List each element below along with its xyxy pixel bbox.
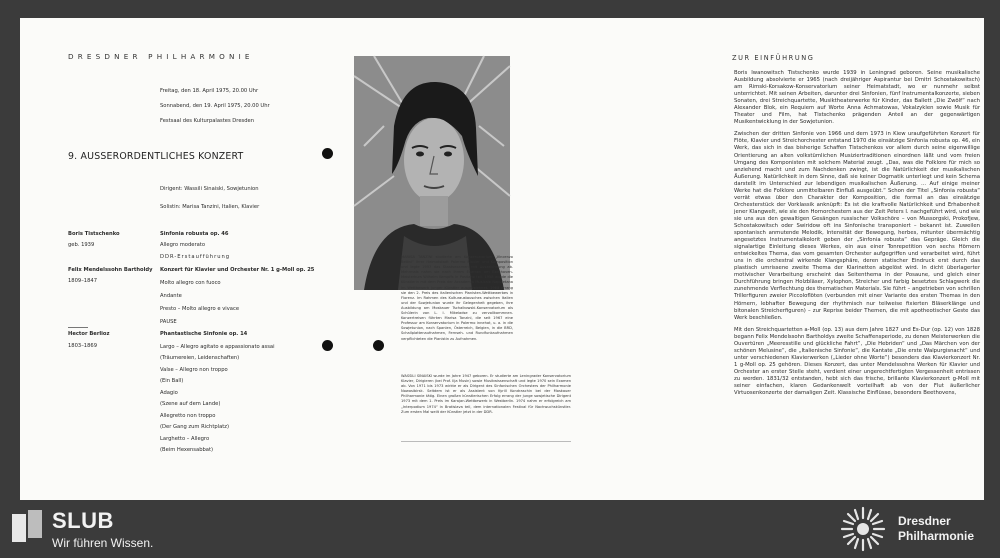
divider <box>68 327 88 328</box>
soloist: Solistin: Marisa Tanzini, Italien, Klavier <box>160 204 260 210</box>
intro-text <box>734 70 980 490</box>
work1-note: DDR-Erstaufführung <box>160 254 231 260</box>
venue: Festsaal des Kulturpalastes Dresden <box>160 118 254 124</box>
work1-title: Sinfonia robusta op. 46 <box>160 231 229 237</box>
intro-heading: ZUR EINFÜHRUNG <box>732 54 815 62</box>
composer1-dates: geb. 1939 <box>68 242 95 248</box>
work3-movement: Valse – Allegro non troppo <box>160 367 228 373</box>
punch-hole <box>322 148 333 159</box>
composer1-name: Boris Tistschenko <box>68 231 120 237</box>
sinaiski-bio: WASSILI SINAISKI wurde im Jahre 1947 geboren. Er studierte am Leningrader Konservatorium Klavier, Dirigieren (bei Prof. Ilja Musin) sowie Musikwissenschaft und legte 1970 sein Examen ab. Von 1971 bis 1973 wirkte er als Dirigent des Sinfonischen Orchesters der Philharmonie Nowosibirsk. Seitdem ist er als Assistent von Kyrill Kondraschin bei der Moskauer Philharmonie tätig. Einen großen künstlerischen Erfolg errang der junge sowjetische Dirigent 1973 mit dem 1. Preis im Karajan-Wettbewerb in Westberlin. 1974 nahm er erfolgreich am „Interpodium 1974“ in Bratislava teil, dem internationalen Festival für Nachwuchskünstler. Zum ersten Mal weilt der Künstler jetzt in der DDR. <box>401 374 571 414</box>
punch-hole <box>322 340 333 351</box>
work3-movement: Largo – Allegro agitato e appassionato assai <box>160 344 275 350</box>
work3-movement: (Träumereien, Leidenschaften) <box>160 355 240 361</box>
work3-movement: Adagio <box>160 390 178 396</box>
intro-paragraph-1: Boris Iwanowitsch Tistschenko wurde 1939 in Leningrad geboren. Seine musikalische Ausbildung absolvierte er 1965 (nach dreijähriger Aspirantur bei Dmitri Schostakowitsch) am Rimski-Korsakow-Konservatorium seiner Heimatstadt, wo er nunmehr selbst unterrichtet. Mit seinen Arbeiten, darunter drei Sinfonien, fünf Instrumentalkonzerte, sieben Sonaten, drei Streichquartette, Musiktheaterwerke für Kinder, das Ballett „Die Zwölf“ nach Alexander Blok, ein Requiem auf Worte Anna Achmatowas, Vokalzyklen sowie Musik für Theater und Film, hat Tistschenko prägenden Anteil an der gegenwärtigen Musikentwicklung in der Sowjetunion. <box>734 70 980 126</box>
pause-label: PAUSE <box>160 319 177 325</box>
intro-paragraph-3: Mit den Streichquartetten a-Moll (op. 13) aus dem Jahre 1827 und Es-Dur (op. 12) von 1828 begann Felix Mendelssohn Bartholdys zweite Schaffensperiode, zu denen Meisterwerken die Ouvertüren „Meeresstille und glückliche Fahrt“, „Die Hebriden“ und „Das Märchen von der schönen Melusine“, die „Italienische Sinfonie“, die Kantate „Die erste Walpurgisnacht“ und unter verschiedenen Klavierwerken („Lieder ohne Worte“) besonders das Klavierkonzert Nr. 1 g-Moll op. 25 gehören. Dieses Konzert, das unter Mendelssohns Werken für Klavier und Orchester an erster Stelle steht, verdient einer ungerechtfertigten Vergessenheit entrissen zu werden. 1831/32 entstanden, hebt sich das frische, brillante Klavierkonzert g-Moll mit seiner einfachen, klaren Gedankenwelt vorteilhaft ab von der Flut äußerlicher Virtuosenkonzerte der damaligen Zeit. Klassische Einflüsse, besonders Beethovens, <box>734 326 980 397</box>
org-name: DRESDNER PHILHARMONIE <box>68 52 254 61</box>
dp-line1: Dresdner <box>898 514 951 528</box>
date-saturday: Sonnabend, den 19. April 1975, 20.00 Uhr <box>160 103 270 109</box>
work3-movement: (Ein Ball) <box>160 378 184 384</box>
date-friday: Freitag, den 18. April 1975, 20.00 Uhr <box>160 88 259 94</box>
program-sheet <box>20 18 984 500</box>
work2-title: Konzert für Klavier und Orchester Nr. 1 g-Moll op. 25 <box>160 267 315 273</box>
concert-title: 9. AUSSERORDENTLICHES KONZERT <box>68 151 244 162</box>
composer2-name: Felix Mendelssohn Bartholdy <box>68 267 153 273</box>
composer3-name: Hector Berlioz <box>68 331 110 337</box>
slub-subtitle: Wir führen Wissen. <box>52 536 154 550</box>
dp-line2: Philharmonie <box>898 529 975 543</box>
work1-movement: Allegro moderato <box>160 242 205 248</box>
footer-banner <box>0 500 1000 557</box>
dresdner-philharmonie-logo-icon <box>838 504 888 554</box>
composer3-dates: 1803–1869 <box>68 343 97 349</box>
work2-movement: Andante <box>160 293 182 299</box>
work3-movement: (Beim Hexensabbat) <box>160 447 214 453</box>
slub-title: SLUB <box>52 508 114 533</box>
work3-movement: (Szene auf dem Lande) <box>160 401 221 407</box>
composer2-dates: 1809–1847 <box>68 278 97 284</box>
work3-title: Phantastische Sinfonie op. 14 <box>160 331 248 337</box>
punch-hole <box>373 340 384 351</box>
work3-movement: Larghetto – Allegro <box>160 436 210 442</box>
conductor: Dirigent: Wassili Sinaiski, Sowjetunion <box>160 186 259 192</box>
work3-movement: (Der Gang zum Richtplatz) <box>160 424 230 430</box>
work3-movement: Allegretto non troppo <box>160 413 216 419</box>
bottom-rule <box>401 441 571 442</box>
intro-paragraph-2: Zwischen der dritten Sinfonie von 1966 und dem 1973 in Kiew uraufgeführten Konzert für Flöte, Klavier und Streichorchester entstand 1970 die einsätzige Sinfonia robusta op. 46, ein Werk, das sich in das bisherige Schaffen Tistschenkos vor allem durch seine eigenwillige Orientierung an alten volkstümlichen Musiziertraditionen einordnen läßt und vom freien Umgang des Komponisten mit solchem Material zeugt. „Das, was die Folklore für mich so anziehend macht und zum Nachdenken zwingt, ist die Natürlichkeit der musikalischen Äußerung. Natürlichkeit in dem Sinne, daß sie keiner Dogmatik unterliegt und kein Schema darstellt im Unterschied zur lebendigen musikalischen Äußerung. ... Auf einige meiner Werke hat die Folklore unmittelbaren Einfluß ausgeübt.“ Schon der Titel „Sinfonia robusta“ verrät etwas über den Charakter der Komposition, die formal an das einsätzige Orchesterstück der Vorklassik anknüpft: Es ist die kraftvolle Natürlichkeit und Erhabenheit jener Klangwelt, wie sie den Hornorchestern aus der Zeit Peters I. nachgeführt wird, und wie sie uns aus den gewaltigen Gesängen russischer Volkschöre – von Mussorgski, Prokofjew, Schostakowitsch oder Swiridow oft ins Sinfonische transponiert – bekannt ist. Zuweilen spontanisch anmutende Melodik, Intensität der Bewegung, herbes, mitunter übermächtig angesetztes Instrumentalkolorit geben der „Sinfonia robusta“ das Gepräge. Gleich die signalartige Einleitung dieses Werkes, ein aus einer Tonrepetition von sechs Hörnern entwickeltes Thema, das vom gesamten Orchester aufgegriffen und verarbeitet wird, führt uns in die orchestral wirkende Klangsphäre, deren statischer Eindruck erst durch das plastisch umrissene zweite Thema der Klarinetten abgelöst wird. In dicht überlagerter motivischer Verarbeitung erscheint das Seitenthema in der Posaune, und gleich einer Durchführung bringen Holzbläser, Xylophon, Streicher und farbig besetztes Schlagwerk die zunehmende Verflechtung des thematischen Materials. Sie führt – angetrieben von schrillen Trillerfiguren zweier Piccoloflöten (verbunden mit einer Variante des ersten Themas in den Hörnern, lebhafter Bewegung der rhythmisch nur teilweise fixierten Bläserklänge und bitonalen Streicherfiguren) – zur Reprise beider Themen, die mit apotheotischer Geste das Werk beschließen. <box>734 131 980 321</box>
work2-movement: Molto allegro con fuoco <box>160 280 221 286</box>
slub-logo-icon <box>12 510 44 544</box>
work2-movement: Presto – Molto allegro e vivace <box>160 306 240 312</box>
tanzini-bio: MARISA TANZINI studierte am Konservatorium „Vincenzo Bellini“ ihrer Heimatstadt Palermo Klavier und Komposition und legte 1957 das Staatsexamen mit Auszeichnung ab. Mehrmals nahm sie nach ihrem Examen am Beethoven-Meisterkurs Wilhelm Kempffs in Positano teil. 1958 wurde die Künstlerin mit dem Preis der Accademia Musicale Napoletana im Wettbewerb junger Künstler ausgezeichnet. 1968 errang sie den 2. Preis des italienischen Pianisten-Wettbewerbes in Florenz. Im Rahmen des Kulturaustausches zwischen Italien und der Sowjetunion wurde ihr Gelegenheit gegeben, ihre Ausbildung am Moskauer Tschaikowski-Konservatorium als Schülerin von L. I. Mikeladse zu vervollkommnen. Konzertreisen führten Marisa Tanzini, die seit 1967 eine Professur am Konservatorium in Palermo innehat, u. a. in die Sowjetunion, nach Spanien, Österreich, Belgien, in die BRD, Schallplattenaufnahmen, Fernseh- und Rundfunkaufnahmen verpflichteten die Pianistin zu Aufnahmen. <box>401 255 513 341</box>
